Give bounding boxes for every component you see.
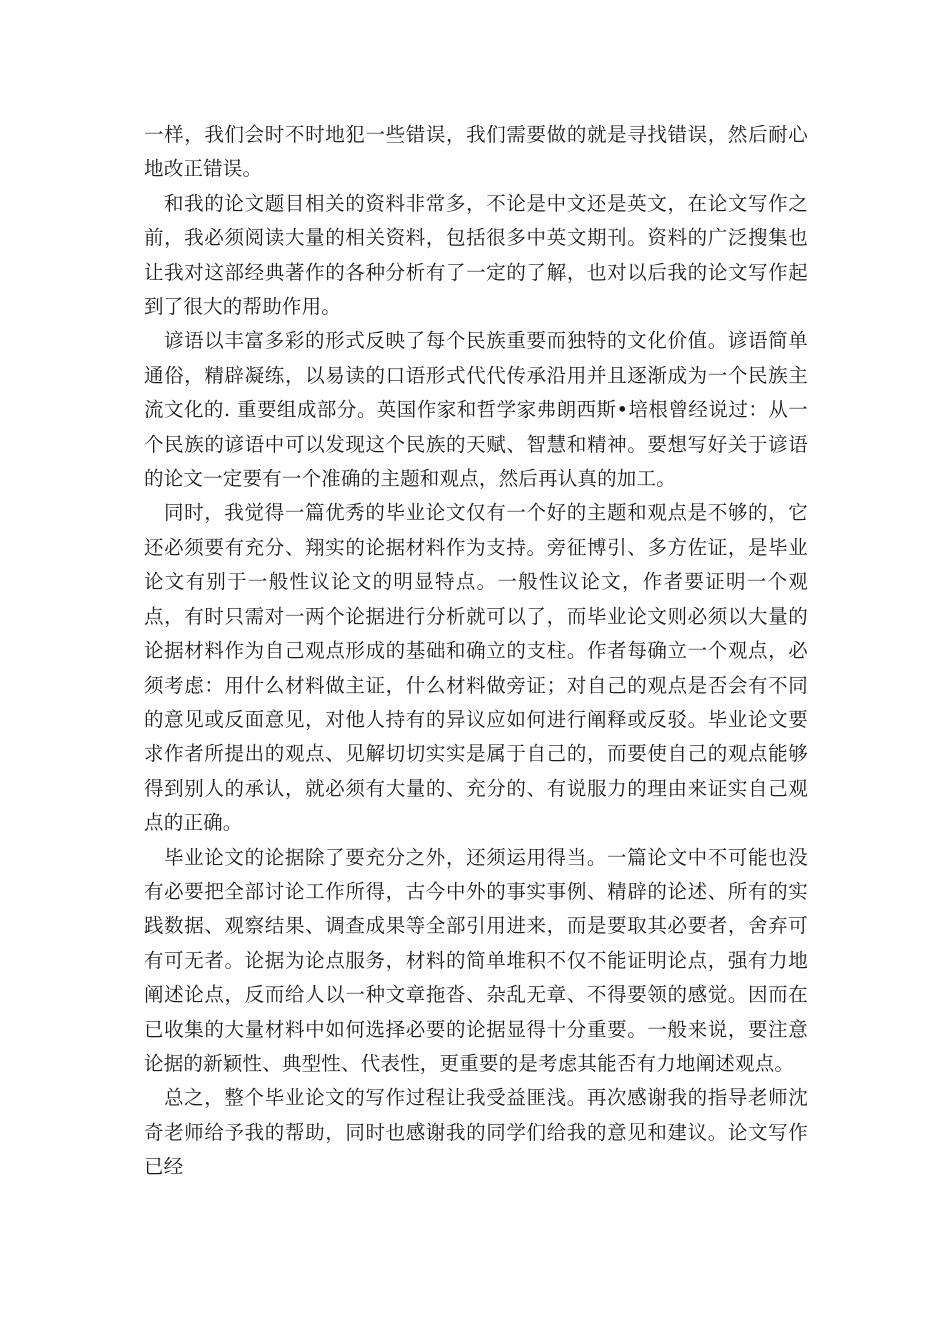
body-text	[144, 118, 808, 1185]
paragraph-research-materials: 和我的论文题目相关的资料非常多，不论是中文还是英文，在论文写作之前，我必须阅读大量的相关资料，包括很多中英文期刊。资料的广泛搜集也让我对这部经典著作的各种分析有了一定的了解，也对以后我的论文写作起到了很大的帮助作用。	[144, 191, 808, 319]
paragraph-conclusion: 总之，整个毕业论文的写作过程让我受益匪浅。再次感谢我的指导老师沈奇老师给予我的帮助，同时也感谢我的同学们给我的意见和建议。论文写作已经	[144, 1086, 808, 1179]
paragraph-evidence-usage: 毕业论文的论据除了要充分之外，还须运用得当。一篇论文中不可能也没有必要把全部讨论工作所得，古今中外的事实事例、精辟的论述、所有的实践数据、观察结果、调查成果等全部引用进来，而是要取其必要者，舍弃可有可无者。论据为论点服务，材料的简单堆积不仅不能证明论点，强有力地阐述论点，反而给人以一种文章拖沓、杂乱无章、不得要领的感觉。因而在已收集的大量材料中如何选择必要的论据显得十分重要。一般来说，要注意论据的新颖性、典型性、代表性，更重要的是考虑其能否有力地阐述观点。	[144, 845, 808, 1075]
paragraph-proverbs: 谚语以丰富多彩的形式反映了每个民族重要而独特的文化价值。谚语简单通俗，精辟凝练，以易读的口语形式代代传承沿用并且逐渐成为一个民族主流文化的. 重要组成部分。英国作家和哲学家弗朗西斯•培根曾经说过：从一个民族的谚语中可以发现这个民族的天赋、智慧和精神。要想写好关于谚语的论文一定要有一个准确的主题和观点，然后再认真的加工。	[144, 329, 808, 491]
paragraph-arguments: 同时，我觉得一篇优秀的毕业论文仅有一个好的主题和观点是不够的，它还必须要有充分、翔实的论据材料作为支持。旁征博引、多方佐证，是毕业论文有别于一般性议论文的明显特点。一般性议论文，作者要证明一个观点，有时只需对一两个论据进行分析就可以了，而毕业论文则必须以大量的论据材料作为自己观点形成的基础和确立的支柱。作者每确立一个观点，必须考虑：用什么材料做主证，什么材料做旁证；对自己的观点是否会有不同的意见或反面意见，对他人持有的异议应如何进行阐释或反驳。毕业论文要求作者所提出的观点、见解切切实实是属于自己的，而要使自己的观点能够得到别人的承认，就必须有大量的、充分的、有说服力的理由来证实自己观点的正确。	[144, 501, 808, 835]
paragraph-continuation: 一样，我们会时不时地犯一些错误，我们需要做的就是寻找错误，然后耐心地改正错误。	[144, 123, 808, 181]
